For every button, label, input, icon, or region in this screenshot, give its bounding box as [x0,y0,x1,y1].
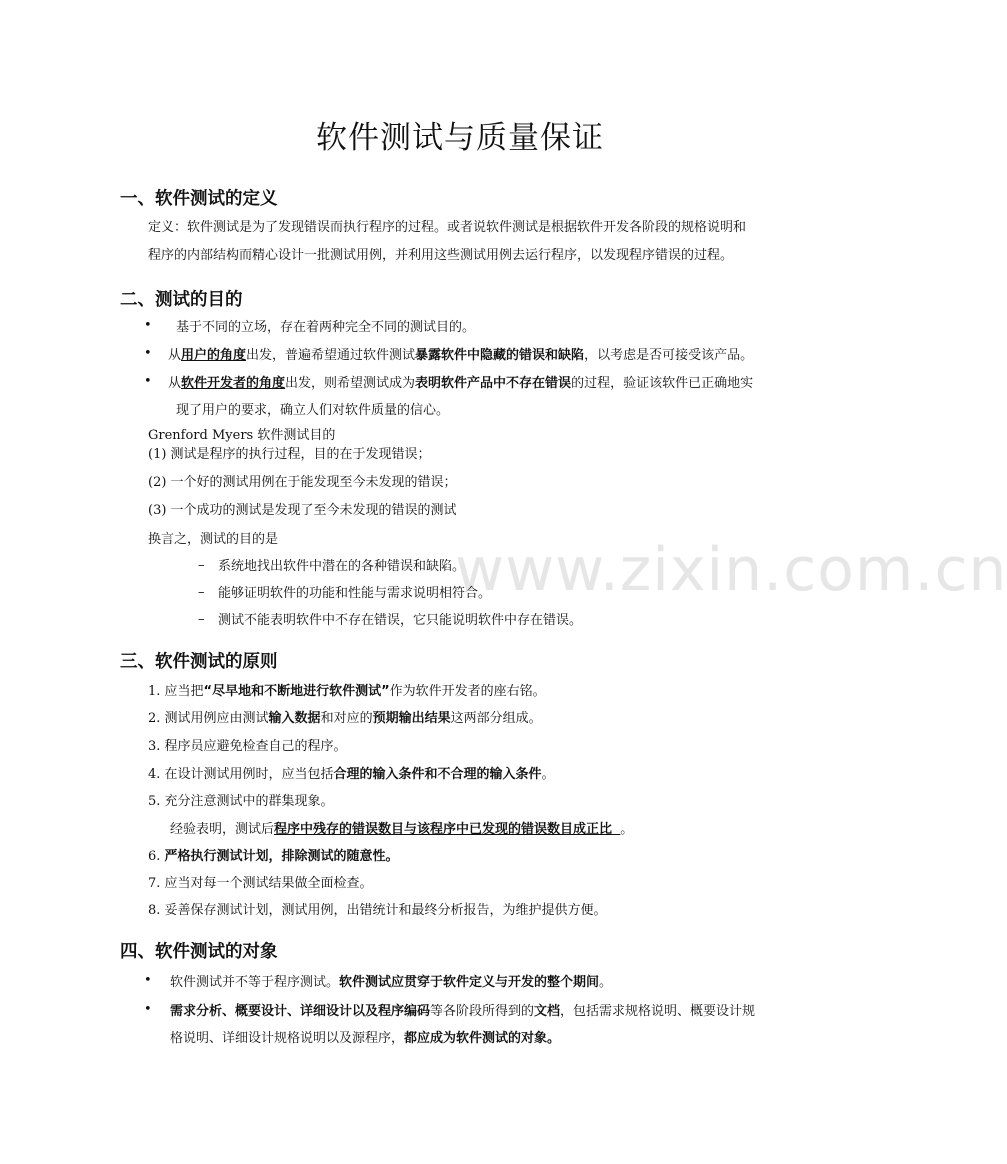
text-run: ，以考虑是否可接受该产品。 [584,348,754,363]
text-run: 出发，则希望测试成为 [285,376,416,391]
text-run: 从 [168,376,182,391]
purpose-bullet-3 [168,370,753,397]
text-run: 出发，普遍希望通过软件测试 [246,348,416,363]
goal-item-2: 能够证明软件的功能和性能与需求说明相符合。 [218,586,492,601]
objects-bullet-2 [170,998,755,1025]
bullet-marker: • [144,1002,152,1017]
myers-item-2: (2) 一个好的测试用例在于能发现至今未发现的错误； [148,475,457,490]
definition-line-2: 程序的内部结构而精心设计一批测试用例，并利用这些测试用例去运行程序，以发现程序错误的过程。 [148,248,734,263]
text-run: 4. 在设计测试用例时，应当包括 [148,767,334,782]
text-run: 作为软件开发者的座右铭。 [389,684,546,699]
emphasis-developer-perspective: 软件开发者的角度 [181,376,286,391]
text-run: 的过程，验证该软件已正确地实 [571,376,754,391]
page-title: 软件测试与质量保证 [316,120,604,156]
purpose-bullet-3-cont: 现了用户的要求，确立人们对软件质量的信心。 [176,403,450,418]
purpose-bullet-1: 基于不同的立场，存在着两种完全不同的测试目的。 [176,320,476,335]
text-run: 2. 测试用例应由测试 [148,711,269,726]
bullet-marker: • [144,346,152,361]
emphasis-no-errors: 表明软件产品中不存在错误 [415,376,572,391]
section-heading-purpose: 二、测试的目的 [120,290,243,310]
text-run: 等各阶段所得到的 [430,1004,535,1019]
principle-1 [148,678,546,705]
text-run: 。 [541,767,555,782]
bullet-marker: • [144,318,152,333]
goal-item-3: 测试不能表明软件中不存在错误，它只能说明软件中存在错误。 [218,613,583,628]
myers-item-3: (3) 一个成功的测试是发现了至今未发现的错误的测试 [148,503,457,518]
principle-6 [148,843,399,870]
principle-4 [148,761,555,788]
text-run: 从 [168,348,182,363]
emphasis-user-perspective: 用户的角度 [181,348,247,363]
principle-5: 5. 充分注意测试中的群集现象。 [148,794,334,809]
watermark: www.zixin.com.cn [455,535,1007,605]
text-run: 软件测试并不等于程序测试。 [170,975,340,990]
principle-7: 7. 应当对每一个测试结果做全面检查。 [148,876,373,891]
summary-line: 换言之，测试的目的是 [148,532,279,547]
emphasis-whole-lifecycle: 软件测试应贯穿于软件定义与开发的整个期间 [339,975,600,990]
emphasis-phases: 需求分析、概要设计、详细设计以及程序编码 [170,1004,431,1019]
dash-marker: – [198,558,205,573]
dash-marker: – [198,612,205,627]
dash-marker: – [198,585,205,600]
principle-8: 8. 妥善保存测试计划，测试用例，出错统计和最终分析报告，为维护提供方便。 [148,903,607,918]
emphasis-error-proportion: 程序中残存的错误数目与该程序中已发现的错误数目成正比 [274,822,613,837]
bullet-marker: • [144,374,152,389]
emphasis-test-early: “尽早地和不断地进行软件测试” [203,684,390,699]
section-heading-principles: 三、软件测试的原则 [120,652,278,672]
text-run: 这两部分组成。 [450,711,542,726]
principle-2 [148,705,542,732]
definition-line-1: 定义：软件测试是为了发现错误而执行程序的过程。或者说软件测试是根据软件开发各阶段的规格说明和 [148,220,747,235]
purpose-bullet-2 [168,342,753,369]
myers-title: Grenford Myers 软件测试目的 [148,428,336,443]
emphasis-strict-plan: 严格执行测试计划，排除测试的随意性。 [164,849,399,864]
principle-5-detail [170,816,633,843]
emphasis-documents: 文档 [534,1004,561,1019]
section-heading-objects: 四、软件测试的对象 [120,942,278,962]
emphasis-input-data: 输入数据 [268,711,321,726]
text-run: 。 [620,822,634,837]
emphasis-expose-errors: 暴露软件中隐藏的错误和缺陷 [415,348,585,363]
goal-item-1: 系统地找出软件中潜在的各种错误和缺陷。 [218,559,466,574]
text-run: 1. 应当把 [148,684,204,699]
text-run: 6. [148,849,165,864]
objects-bullet-2-cont [170,1025,560,1052]
text-run: 格说明、详细设计规格说明以及源程序， [170,1031,405,1046]
emphasis-input-conditions: 合理的输入条件和不合理的输入条件 [333,767,542,782]
objects-bullet-1 [170,969,612,996]
text-run: 。 [599,975,613,990]
myers-item-1: (1) 测试是程序的执行过程，目的在于发现错误； [148,447,431,462]
text-run: 经验表明，测试后 [170,822,275,837]
bullet-marker: • [144,973,152,988]
emphasis-expected-output: 预期输出结果 [372,711,451,726]
section-heading-definition: 一、软件测试的定义 [120,189,278,209]
text-run: 和对应的 [320,711,373,726]
principle-3: 3. 程序员应避免检查自己的程序。 [148,739,347,754]
emphasis-test-objects: 都应成为软件测试的对象。 [404,1031,561,1046]
text-run: ，包括需求规格说明、概要设计规 [560,1004,756,1019]
